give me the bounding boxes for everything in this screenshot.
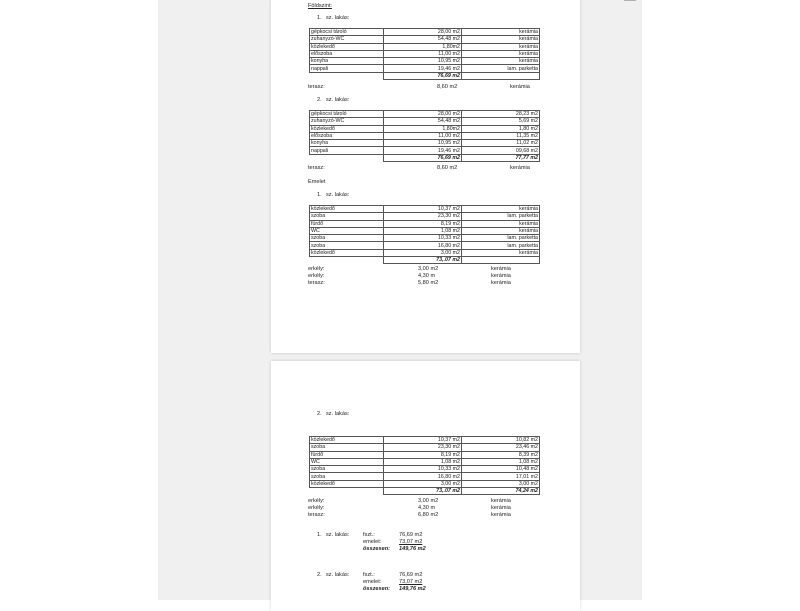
room-name: közlekedő xyxy=(310,437,384,444)
table-row xyxy=(310,235,540,242)
table-row xyxy=(310,58,540,65)
apt2-label: sz. lakás: xyxy=(326,97,350,103)
apt4-terrace-label: terasz: xyxy=(308,512,325,518)
summary-2-upper-label: emelet: xyxy=(363,579,382,585)
room-area: 11,00 m2 xyxy=(384,132,462,139)
table-row xyxy=(310,444,540,451)
heading-upper-floor: Emelet xyxy=(308,179,326,185)
room-area: 16,80 m2 xyxy=(384,242,462,249)
apt1-terrace-material: kerámia xyxy=(510,84,530,90)
table-row xyxy=(310,213,540,220)
room-area: 54,48 m2 xyxy=(384,118,462,125)
room-name: közlekedő xyxy=(310,125,384,132)
room-area: 10,95 m2 xyxy=(384,58,462,65)
room-name: közlekedő xyxy=(310,249,384,256)
room-material: kerámia xyxy=(462,58,540,65)
summary-2-ground-value: 76,69 m2 xyxy=(399,572,423,578)
table-row xyxy=(310,65,540,72)
room-material: kerámia xyxy=(462,206,540,213)
table-row xyxy=(310,147,540,154)
room-area: 3,00 m2 xyxy=(384,480,462,487)
apt2-terrace-area: 8,60 m2 xyxy=(437,165,458,171)
room-area: 11,00 m2 xyxy=(384,50,462,57)
apt3-terrace-material: kerámia xyxy=(491,280,511,286)
room-area: 1,08 m2 xyxy=(384,227,462,234)
table-row xyxy=(310,206,540,213)
apt4-balcony-1-label: erkély: xyxy=(308,498,325,504)
table-row xyxy=(310,473,540,480)
room-area-revised: 09,68 m2 xyxy=(462,147,540,154)
summary-2-total-label: összesen: xyxy=(363,586,391,592)
room-area-revised: 17,01 m2 xyxy=(462,473,540,480)
room-material: kerámia xyxy=(462,29,540,36)
room-area: 8,19 m2 xyxy=(384,451,462,458)
apt3-terrace-area: 5,80 m2 xyxy=(418,280,439,286)
room-name: szoba xyxy=(310,242,384,249)
apt3-total-area: 73,.07 m2 xyxy=(384,257,462,264)
room-material: kerámia xyxy=(462,227,540,234)
room-area-revised: 1,08 m2 xyxy=(462,458,540,465)
room-name: szoba xyxy=(310,444,384,451)
table-row xyxy=(310,132,540,139)
room-area: 3,00 m2 xyxy=(384,249,462,256)
table-row xyxy=(310,36,540,43)
apt2-total-area: 76,69 m2 xyxy=(384,154,462,161)
room-name: közlekedő xyxy=(310,43,384,50)
table-row xyxy=(310,451,540,458)
room-material: kerámia xyxy=(462,249,540,256)
apt3-number: 1. xyxy=(317,192,322,198)
apt1-total-area: 76,69 m2 xyxy=(384,72,462,79)
table-row xyxy=(310,29,540,36)
document-page-1 xyxy=(271,0,580,353)
table-row xyxy=(310,50,540,57)
room-name: közlekedő xyxy=(310,206,384,213)
room-name: előszoba xyxy=(310,50,384,57)
table-row xyxy=(310,43,540,50)
summary-2-number: 2. xyxy=(317,572,322,578)
apt3-label: sz. lakás: xyxy=(326,192,350,198)
apt4-balcony-2-material: kerámia xyxy=(491,505,511,511)
room-material: lam. parketta xyxy=(462,213,540,220)
room-material: kerámia xyxy=(462,50,540,57)
table-row xyxy=(310,480,540,487)
summary-1-total-label: összesen: xyxy=(363,546,391,552)
room-name: fürdő xyxy=(310,451,384,458)
room-area: 23,30 m2 xyxy=(384,444,462,451)
table-row xyxy=(310,140,540,147)
room-area: 10,33 m2 xyxy=(384,466,462,473)
table-row xyxy=(310,220,540,227)
summary-2-label: sz. lakás: xyxy=(326,572,350,578)
total-row xyxy=(310,72,540,79)
table-row xyxy=(310,458,540,465)
room-area-revised: 8,39 m2 xyxy=(462,451,540,458)
apt4-total-area-revised: 74,24 m2 xyxy=(462,488,540,495)
summary-1-upper-value: 73,07 m2 xyxy=(399,539,423,545)
summary-1-number: 1. xyxy=(317,532,322,538)
room-name: nappali xyxy=(310,65,384,72)
apt3-room-table xyxy=(309,205,540,264)
summary-2-ground-label: fszt.: xyxy=(363,572,375,578)
apt2-room-table xyxy=(309,110,540,162)
table-row xyxy=(310,249,540,256)
room-material: lam. parketta xyxy=(462,65,540,72)
summary-1-total-value: 149,76 m2 xyxy=(399,546,426,552)
total-row xyxy=(310,488,540,495)
apt3-balcony-2-material: kerámia xyxy=(491,273,511,279)
room-area-revised: 11,35 m2 xyxy=(462,132,540,139)
room-name: szoba xyxy=(310,213,384,220)
room-name: szoba xyxy=(310,466,384,473)
apt3-balcony-2-label: erkély: xyxy=(308,273,325,279)
room-material: lam. parketta xyxy=(462,242,540,249)
table-row xyxy=(310,125,540,132)
room-name: előszoba xyxy=(310,132,384,139)
room-name: WC xyxy=(310,458,384,465)
apt1-number: 1. xyxy=(317,15,322,21)
room-name: nappali xyxy=(310,147,384,154)
table-row xyxy=(310,118,540,125)
apt3-terrace-label: terasz: xyxy=(308,280,325,286)
room-area: 8,19 m2 xyxy=(384,220,462,227)
table-row xyxy=(310,111,540,118)
apt4-terrace-material: kerámia xyxy=(491,512,511,518)
room-material: lam. parketta xyxy=(462,235,540,242)
room-area: 1,80m2 xyxy=(384,43,462,50)
table-row xyxy=(310,227,540,234)
table-row xyxy=(310,242,540,249)
room-area: 10,33 m2 xyxy=(384,235,462,242)
apt3-balcony-2-area: 4,30 m xyxy=(418,273,436,279)
apt3-balcony-1-material: kerámia xyxy=(491,266,511,272)
apt4-balcony-1-area: 3,00 m2 xyxy=(418,498,439,504)
summary-2-upper-value: 73,07 m2 xyxy=(399,579,423,585)
room-name: zuhanyzó-WC xyxy=(310,36,384,43)
summary-1-ground-label: fszt.: xyxy=(363,532,375,538)
room-area: 28,00 m2 xyxy=(384,111,462,118)
room-material: kerámia xyxy=(462,220,540,227)
room-area-revised: 23,46 m2 xyxy=(462,444,540,451)
apt2-total-area-revised: 77,77 m2 xyxy=(462,154,540,161)
room-area-revised: 5,69 m2 xyxy=(462,118,540,125)
apt4-balcony-2-label: erkély: xyxy=(308,505,325,511)
room-area: 19,46 m2 xyxy=(384,147,462,154)
summary-2-total-value: 149,76 m2 xyxy=(399,586,426,592)
summary-1-ground-value: 76,69 m2 xyxy=(399,532,423,538)
room-area-revised: 1,80 m2 xyxy=(462,125,540,132)
total-row xyxy=(310,257,540,264)
table-row xyxy=(310,466,540,473)
room-name: szoba xyxy=(310,235,384,242)
room-area: 23,30 m2 xyxy=(384,213,462,220)
room-area: 10,95 m2 xyxy=(384,140,462,147)
viewer-top-marker xyxy=(624,0,636,1)
room-area-revised: 28,23 m2 xyxy=(462,111,540,118)
apt1-terrace-label: terasz: xyxy=(308,84,325,90)
apt2-number: 2. xyxy=(317,97,322,103)
heading-ground-floor: Földszint: xyxy=(308,3,332,9)
room-name: gépkocsi tároló xyxy=(310,29,384,36)
summary-1-upper-label: emelet: xyxy=(363,539,382,545)
room-material: kerámia xyxy=(462,36,540,43)
room-area-revised: 10,82 m2 xyxy=(462,437,540,444)
room-area-revised: 3,00 m2 xyxy=(462,480,540,487)
apt1-terrace-area: 8,60 m2 xyxy=(437,84,458,90)
room-name: közlekedő xyxy=(310,480,384,487)
room-name: konyha xyxy=(310,140,384,147)
room-area: 28,00 m2 xyxy=(384,29,462,36)
room-area: 10,37 m2 xyxy=(384,206,462,213)
room-name: WC xyxy=(310,227,384,234)
apt4-label: sz. lakás: xyxy=(326,411,350,417)
apt4-number: 2. xyxy=(317,411,322,417)
room-name: gépkocsi tároló xyxy=(310,111,384,118)
room-area: 54,48 m2 xyxy=(384,36,462,43)
apt4-balcony-1-material: kerámia xyxy=(491,498,511,504)
room-name: zuhanyzó-WC xyxy=(310,118,384,125)
apt3-balcony-1-label: erkély: xyxy=(308,266,325,272)
room-material: kerámia xyxy=(462,43,540,50)
room-area: 16,80 m2 xyxy=(384,473,462,480)
room-area-revised: 11,02 m2 xyxy=(462,140,540,147)
apt2-terrace-material: kerámia xyxy=(510,165,530,171)
apt2-terrace-label: terasz: xyxy=(308,165,325,171)
room-area: 19,46 m2 xyxy=(384,65,462,72)
apt1-label: sz. lakás: xyxy=(326,15,350,21)
room-area: 1,80m2 xyxy=(384,125,462,132)
room-area: 1,08 m2 xyxy=(384,458,462,465)
room-area: 10,37 m2 xyxy=(384,437,462,444)
apt4-balcony-2-area: 4,30 m xyxy=(418,505,436,511)
table-row xyxy=(310,437,540,444)
apt4-total-area: 73,.07 m2 xyxy=(384,488,462,495)
room-name: konyha xyxy=(310,58,384,65)
total-row xyxy=(310,154,540,161)
apt4-terrace-area: 6,80 m2 xyxy=(418,512,439,518)
room-area-revised: 10,48 m2 xyxy=(462,466,540,473)
room-name: szoba xyxy=(310,473,384,480)
apt3-balcony-1-area: 3,00 m2 xyxy=(418,266,439,272)
document-page-2 xyxy=(271,361,580,611)
apt1-room-table xyxy=(309,28,540,80)
room-name: fürdő xyxy=(310,220,384,227)
apt4-room-table xyxy=(309,436,540,495)
summary-1-label: sz. lakás: xyxy=(326,532,350,538)
